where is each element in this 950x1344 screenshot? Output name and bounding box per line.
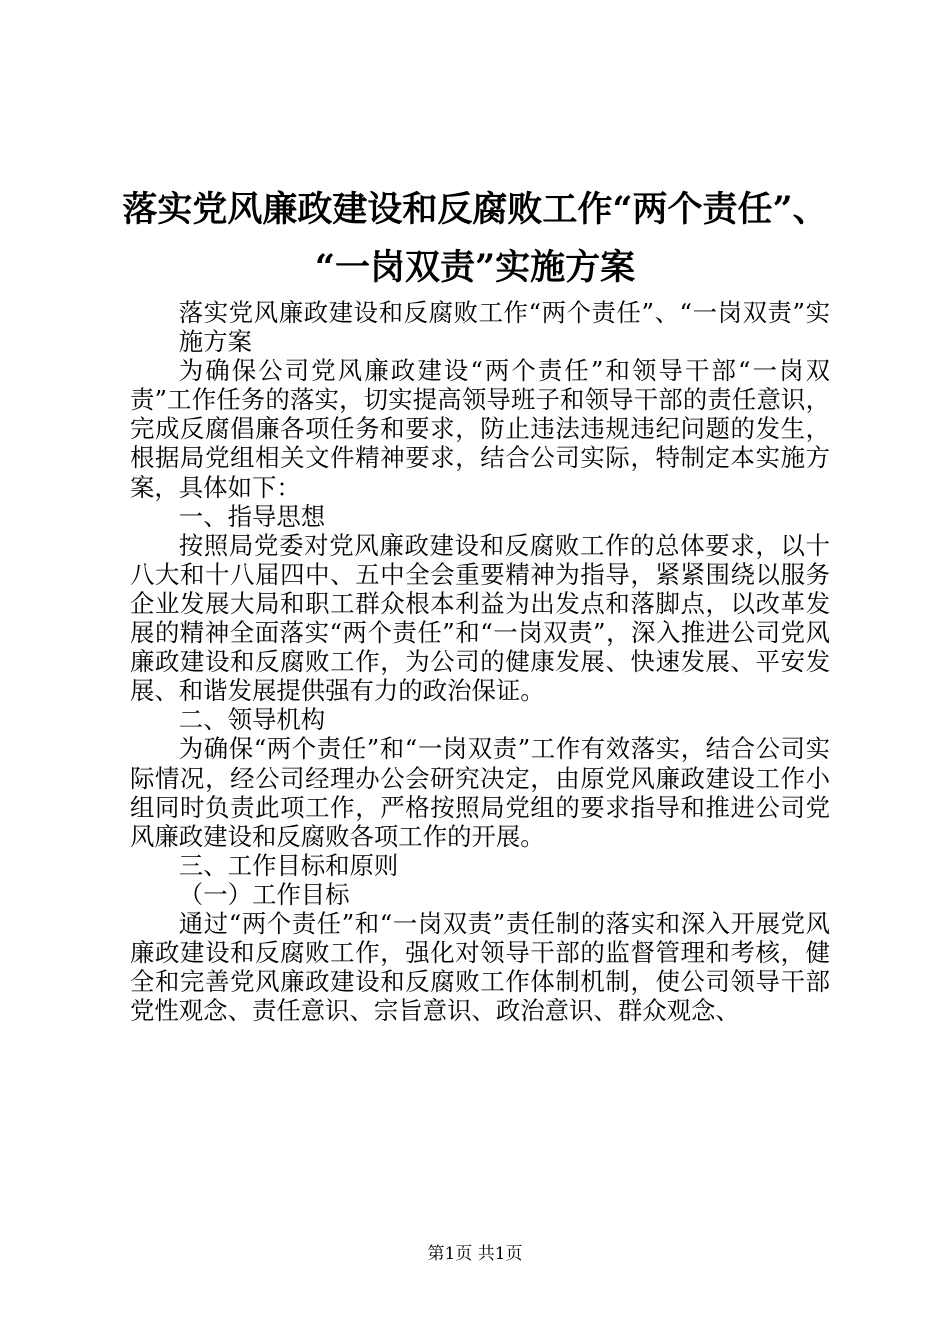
goals-paragraph: 通过“两个责任”和“一岗双责”责任制的落实和深入开展党风廉政建设和反腐败工作，强化对领导干部的监督管理和考核，健全和完善党风廉政建设和反腐败工作体制机制，使公司领导干部党性观念、责任意识、宗旨意识、政治意识、群众观念、 xyxy=(130,908,830,1026)
section-heading-guiding-thought: 一、指导思想 xyxy=(178,501,326,531)
document-title-line-2: “一岗双责”实施方案 xyxy=(314,247,636,288)
document-body xyxy=(130,298,830,1025)
guiding-thought-paragraph: 按照局党委对党风廉政建设和反腐败工作的总体要求，以十八大和十八届四中、五中全会重要精神为指导，紧紧围绕以服务企业发展大局和职工群众根本利益为出发点和落脚点，以改革发展的精神全面落实“两个责任”和“一岗双责”，深入推进公司党风廉政建设和反腐败工作，为公司的健康发展、快速发展、平安发展、和谐发展提供强有力的政治保证。 xyxy=(130,530,830,706)
leadership-paragraph: 为确保“两个责任”和“一岗双责”工作有效落实，结合公司实际情况，经公司经理办公会研究决定，由原党风廉政建设工作小组同时负责此项工作，严格按照局党组的要求指导和推进公司党风廉政建设和反腐败各项工作的开展。 xyxy=(130,734,830,851)
page-footer: 第1页 共1页 xyxy=(427,1244,523,1264)
subsection-heading-goals: （一）工作目标 xyxy=(178,879,350,909)
intro-paragraph: 为确保公司党风廉政建设“两个责任”和领导干部“一岗双责”工作任务的落实，切实提高领导班子和领导干部的责任意识，完成反腐倡廉各项任务和要求，防止违法违规违纪问题的发生，根据局党组相关文件精神要求，结合公司实际，特制定本实施方案，具体如下： xyxy=(130,356,830,502)
document-title-line-1: 落实党风廉政建设和反腐败工作“两个责任”、 xyxy=(122,189,828,230)
section-heading-leadership: 二、领导机构 xyxy=(178,705,326,735)
repeated-title-paragraph: 落实党风廉政建设和反腐败工作“两个责任”、“一岗双责”实施方案 xyxy=(178,298,830,357)
section-heading-goals-principles: 三、工作目标和原则 xyxy=(178,850,399,880)
